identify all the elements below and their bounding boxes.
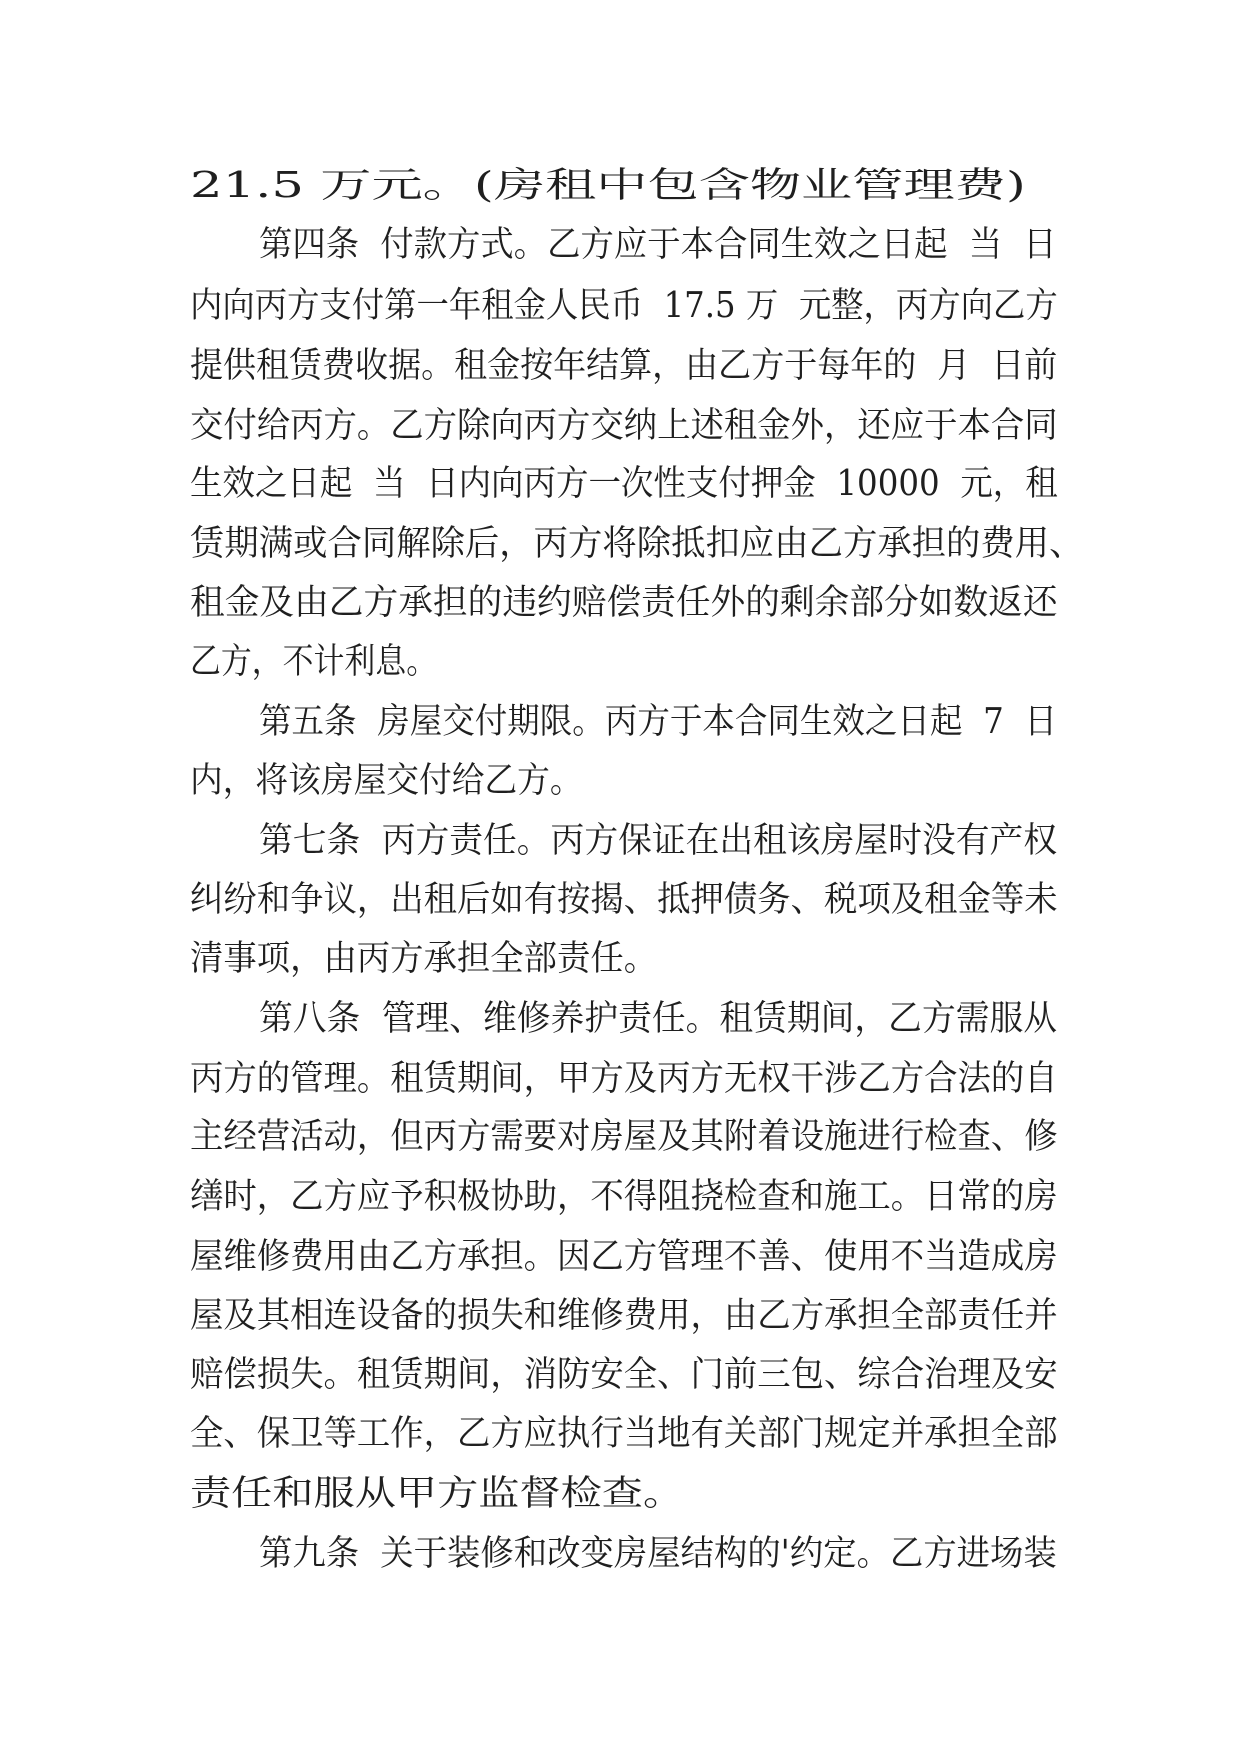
text-line: 主经营活动，但丙方需要对房屋及其附着设施进行检查、修 (189, 1115, 1058, 1158)
text-line: 清事项，由丙方承担全部责任。 (189, 936, 657, 979)
text-line: 丙方的管理。租赁期间，甲方及丙方无权干涉乙方合法的自 (189, 1056, 1058, 1099)
text-line: 赔偿损失。租赁期间，消防安全、门前三包、综合治理及安 (189, 1353, 1058, 1396)
text-line: 屋及其相连设备的损失和维修费用，由乙方承担全部责任并 (189, 1293, 1058, 1336)
text-line: 乙方，不计利息。 (189, 640, 437, 683)
text-line: 屋维修费用由乙方承担。因乙方管理不善、使用不当造成房 (189, 1234, 1058, 1277)
text-line: 生效之日起 当 日内向丙方一次性支付押金 10000 元，租 (189, 461, 1058, 504)
text-line: 第七条 丙方责任。丙方保证在出租该房屋时没有产权 (259, 818, 1058, 861)
text-line: 赁期满或合同解除后，丙方将除抵扣应由乙方承担的费用、 (189, 521, 1084, 564)
text-line: 内向丙方支付第一年租金人民币 17.5 万 元整，丙方向乙方 (189, 283, 1058, 326)
text-line: 提供租赁费收据。租金按年结算，由乙方于每年的 月 日前 (189, 343, 1057, 386)
text-line: 纠纷和争议，出租后如有按揭、抵押债务、税项及租金等未 (189, 878, 1058, 921)
text-line: 第五条 房屋交付期限。丙方于本合同生效之日起 7 日 (259, 699, 1058, 742)
text-line: 租金及由乙方承担的违约赔偿责任外的剩余部分如数返还 (189, 580, 1058, 623)
text-line: 第九条 关于装修和改变房屋结构的'约定。乙方进场装 (259, 1531, 1058, 1574)
text-line: 交付给丙方。乙方除向丙方交纳上述租金外，还应于本合同 (189, 403, 1058, 446)
text-line: 21.5 万元。(房租中包含物业管理费) (189, 164, 1026, 207)
text-line: 内，将该房屋交付给乙方。 (189, 758, 583, 801)
text-line: 第四条 付款方式。乙方应于本合同生效之日起 当 日 (259, 222, 1058, 265)
text-line: 责任和服从甲方监督检查。 (189, 1471, 684, 1514)
text-line: 缮时，乙方应予积极协助，不得阻挠检查和施工。日常的房 (189, 1174, 1058, 1217)
text-line: 全、保卫等工作，乙方应执行当地有关部门规定并承担全部 (189, 1411, 1058, 1454)
text-line: 第八条 管理、维修养护责任。租赁期间，乙方需服从 (259, 996, 1058, 1039)
